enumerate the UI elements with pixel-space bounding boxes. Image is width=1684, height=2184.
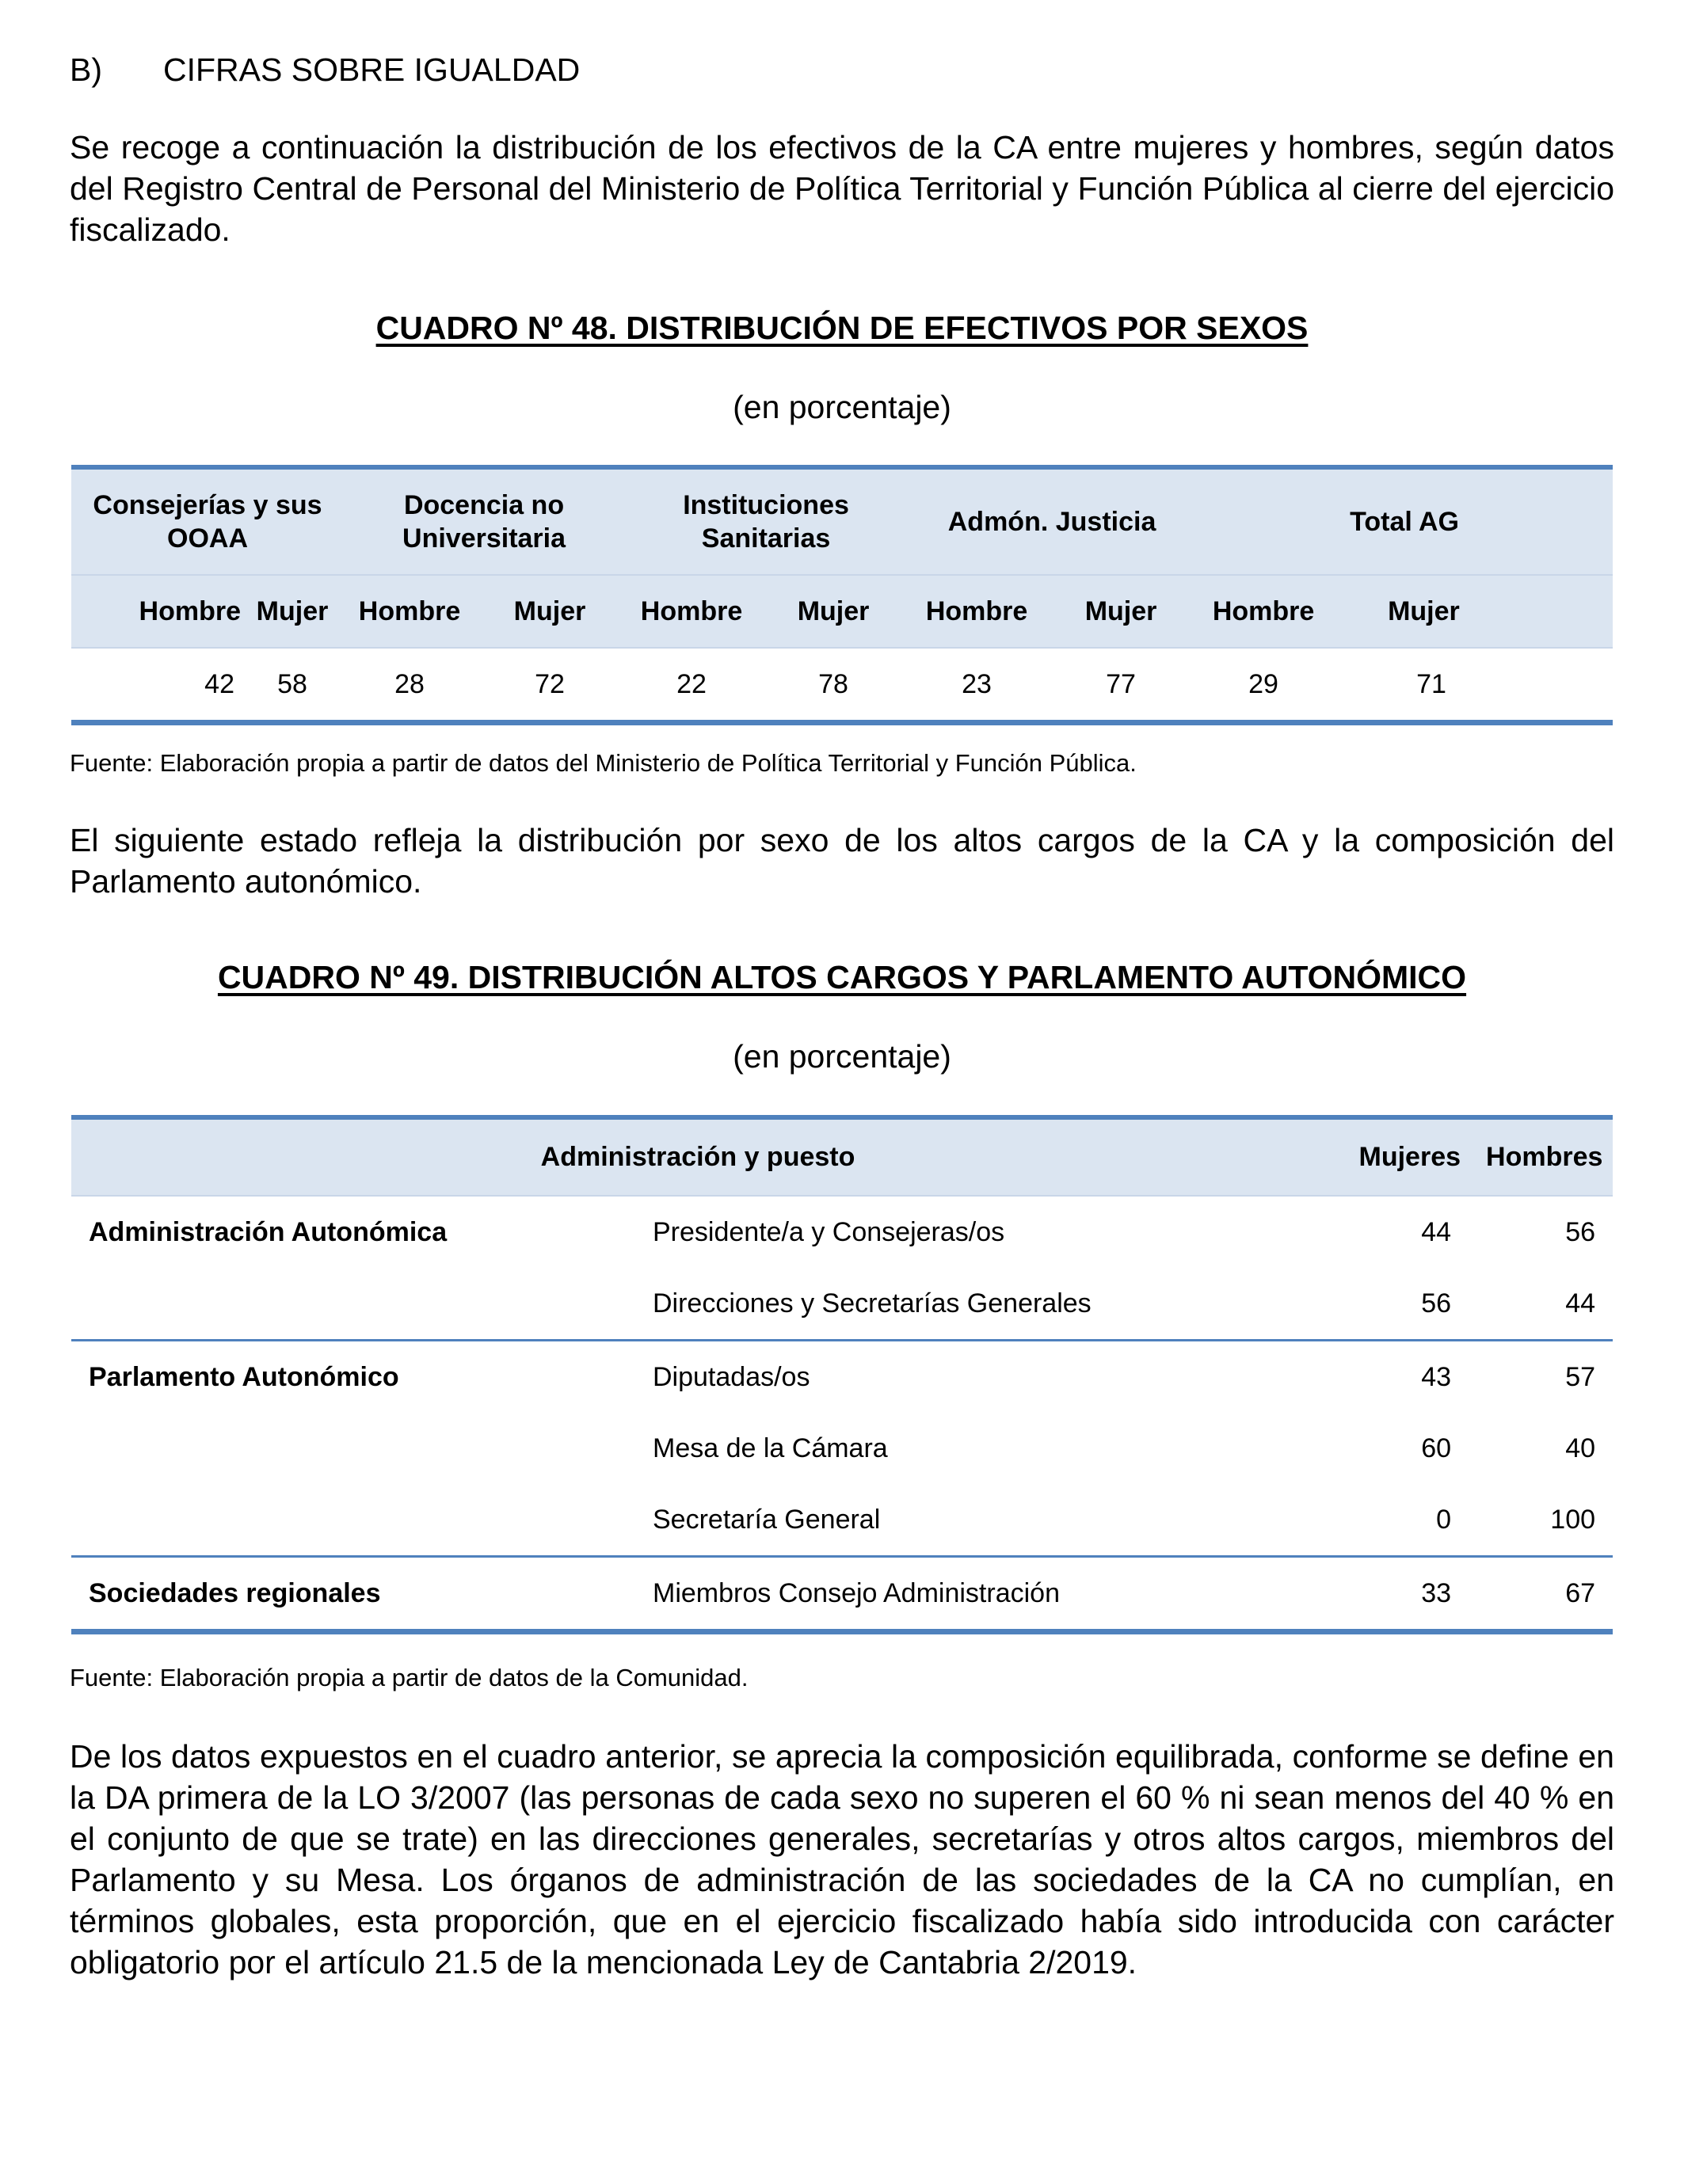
table48-value: 71 [1416, 668, 1446, 699]
table48-group-header: Instituciones Sanitarias [624, 467, 908, 575]
table49-puesto: Presidente/a y Consejeras/os [653, 1216, 1005, 1247]
table-row [71, 1268, 1613, 1341]
table49-mujeres-value: 44 [1421, 1216, 1452, 1247]
table49-group-label [71, 1268, 635, 1341]
table49-group-label: Administración Autonómica [89, 1216, 448, 1247]
table49-mujeres-value: 60 [1421, 1433, 1452, 1463]
table48-value: 22 [676, 668, 707, 699]
table49-puesto: Mesa de la Cámara [653, 1433, 888, 1463]
table48-value: 28 [394, 668, 425, 699]
table49-group-label: Sociedades regionales [71, 1557, 635, 1632]
table48-subheader: Hombre [344, 575, 475, 648]
table48-subheader-row [71, 575, 1613, 648]
table48-subheader: Mujer [475, 575, 624, 648]
table48-value: 23 [962, 668, 992, 699]
table48-value: 29 [1248, 668, 1278, 699]
table49-hombres-value: 40 [1565, 1433, 1596, 1463]
table-row [71, 1413, 1613, 1484]
section-title: CIFRAS SOBRE IGUALDAD [163, 51, 581, 88]
second-paragraph: El siguiente estado refleja la distribución por sexo de los altos cargos de la CA y la composición del Parlamento autonómico. [70, 822, 1614, 900]
table48-group-header: Docencia no Universitaria [344, 467, 624, 575]
table48-subheader: Hombre [624, 575, 759, 648]
conclusion-paragraph: De los datos expuestos en el cuadro anterior, se aprecia la composición equilibrada, conforme se define en la DA primera de la LO 3/2007 (las personas de cada sexo no superen el 60 % ni sean menos del 40 % en el conjunto de que se trate) en las direcciones generales, secretarías y otros altos cargos, miembros del Parlamento y su Mesa. Los órganos de administración de las sociedades de la CA no cumplían, en términos globales, esta proporción, que en el ejercicio fiscalizado había sido introducida con carácter obligatorio por el artículo 21.5 de la mencionada Ley de Cantabria 2/2019. [70, 1738, 1614, 1980]
table49-hombres-value: 44 [1565, 1288, 1596, 1318]
table49-group-label: Parlamento Autonómico [71, 1341, 635, 1414]
intro-paragraph: Se recoge a continuación la distribución de los efectivos de la CA entre mujeres y hombres, según datos del Registro Central de Personal del Ministerio de Política Territorial y Función Pública al cierre del ejercicio fiscalizado. [70, 129, 1614, 248]
table48-subheader: Hombre [1196, 575, 1331, 648]
table49-mujeres-value: 33 [1324, 1557, 1469, 1632]
table-row [71, 1557, 1613, 1632]
table-row [71, 1341, 1613, 1414]
table48-value-row [71, 648, 1613, 723]
table49-group-label [71, 1484, 635, 1557]
table49-mujeres-value: 0 [1436, 1504, 1452, 1535]
table49-subcaption: (en porcentaje) [733, 1038, 951, 1075]
table48-group-header: Total AG [1196, 467, 1613, 575]
table49-group-label [71, 1413, 635, 1484]
table-row [71, 1484, 1613, 1557]
table49-mujeres-value: 43 [1324, 1341, 1469, 1414]
table-row [71, 1196, 1613, 1268]
table48-subheader: Mujer [1046, 575, 1196, 648]
table48-group-header: Consejerías y sus OOAA [71, 467, 344, 575]
table49-hombres-value: 100 [1550, 1504, 1596, 1535]
section-number: B) [70, 51, 102, 88]
table49-source: Fuente: Elaboración propia a partir de datos de la Comunidad. [70, 1664, 749, 1691]
table48-subcaption: (en porcentaje) [733, 389, 951, 425]
table49-header-mujeres: Mujeres [1324, 1117, 1469, 1196]
table48-group-header-row [71, 467, 1613, 575]
table48-subheader: Mujer [241, 575, 344, 648]
table48-value: 78 [818, 668, 848, 699]
table49-header-hombres: Hombres [1469, 1117, 1613, 1196]
table49-puesto: Direcciones y Secretarías Generales [653, 1288, 1092, 1318]
table49-mujeres-value: 56 [1421, 1288, 1452, 1318]
table48-value: 77 [1106, 668, 1136, 699]
table49-puesto: Diputadas/os [635, 1341, 1324, 1414]
table48-caption: CUADRO Nº 48. DISTRIBUCIÓN DE EFECTIVOS POR SEXOS [375, 310, 1309, 346]
table49-puesto: Miembros Consejo Administración [635, 1557, 1324, 1632]
table49-hombres-value: 57 [1469, 1341, 1613, 1414]
table48-value: 72 [535, 668, 565, 699]
section-heading [70, 51, 580, 89]
table48-subheader: Hombre [908, 575, 1046, 648]
table48 [71, 465, 1613, 725]
table48-subheader: Mujer [1331, 575, 1613, 648]
table48-group-header: Admón. Justicia [908, 467, 1196, 575]
table48-source: Fuente: Elaboración propia a partir de datos del Ministerio de Política Territorial y Función Pública. [70, 749, 1137, 777]
table49-hombres-value: 56 [1565, 1216, 1596, 1247]
table48-value: 42 [204, 668, 234, 699]
table49 [71, 1115, 1613, 1634]
table49-caption: CUADRO Nº 49. DISTRIBUCIÓN ALTOS CARGOS Y PARLAMENTO AUTONÓMICO [217, 959, 1467, 995]
table49-header-admin: Administración y puesto [71, 1117, 1324, 1196]
table49-hombres-value: 67 [1469, 1557, 1613, 1632]
table49-header-row [71, 1117, 1613, 1196]
table48-value: 58 [277, 668, 307, 699]
table49-puesto: Secretaría General [653, 1504, 881, 1535]
table48-subheader: Hombre [71, 575, 241, 648]
table48-subheader: Mujer [759, 575, 908, 648]
